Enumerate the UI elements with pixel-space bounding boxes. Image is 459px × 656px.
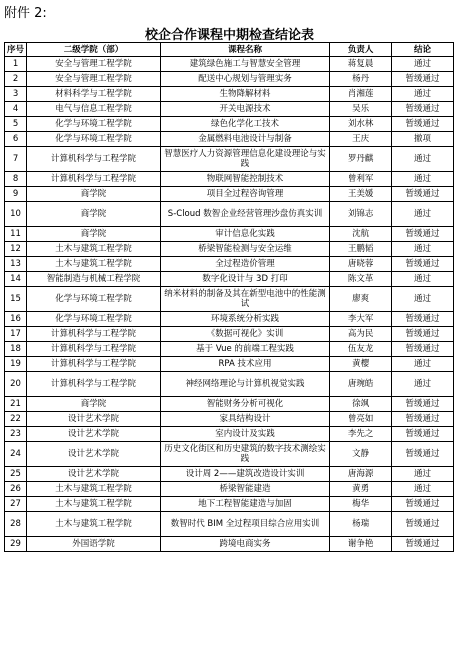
cell-course: 环境系统分析实践 <box>160 312 329 327</box>
cell-result: 暂缓通过 <box>392 102 454 117</box>
cell-college: 计算机科学与工程学院 <box>27 172 161 187</box>
table-row <box>5 57 454 72</box>
cell-result: 通过 <box>392 242 454 257</box>
cell-no: 26 <box>5 482 27 497</box>
cell-no: 24 <box>5 442 27 467</box>
cell-college: 电气与信息工程学院 <box>27 102 161 117</box>
table-row <box>5 372 454 397</box>
cell-college: 土木与建筑工程学院 <box>27 257 161 272</box>
cell-result: 撤项 <box>392 132 454 147</box>
cell-leader: 唐琬皓 <box>330 372 392 397</box>
cell-leader: 王庆 <box>330 132 392 147</box>
cell-college: 外国语学院 <box>27 537 161 552</box>
cell-college: 商学院 <box>27 227 161 242</box>
cell-no: 27 <box>5 497 27 512</box>
cell-no: 4 <box>5 102 27 117</box>
cell-college: 化学与环境工程学院 <box>27 132 161 147</box>
table-row <box>5 117 454 132</box>
cell-result: 通过 <box>392 172 454 187</box>
table-row <box>5 272 454 287</box>
cell-no: 5 <box>5 117 27 132</box>
cell-result: 暂缓通过 <box>392 72 454 87</box>
cell-result: 暂缓通过 <box>392 512 454 537</box>
cell-course: 神经网络理论与计算机视觉实践 <box>160 372 329 397</box>
cell-college: 土木与建筑工程学院 <box>27 482 161 497</box>
table-row <box>5 442 454 467</box>
cell-college: 设计艺术学院 <box>27 442 161 467</box>
column-header-result: 结论 <box>392 43 454 57</box>
cell-leader: 高为民 <box>330 327 392 342</box>
cell-leader: 徐飒 <box>330 397 392 412</box>
table-row <box>5 467 454 482</box>
column-header-course: 课程名称 <box>160 43 329 57</box>
cell-no: 9 <box>5 187 27 202</box>
cell-leader: 肖湘莲 <box>330 87 392 102</box>
cell-leader: 唐海源 <box>330 467 392 482</box>
table-row <box>5 147 454 172</box>
cell-leader: 吴乐 <box>330 102 392 117</box>
cell-no: 29 <box>5 537 27 552</box>
cell-course: 家具结构设计 <box>160 412 329 427</box>
cell-no: 18 <box>5 342 27 357</box>
cell-no: 13 <box>5 257 27 272</box>
cell-result: 通过 <box>392 357 454 372</box>
cell-course: 项目全过程咨询管理 <box>160 187 329 202</box>
cell-result: 通过 <box>392 287 454 312</box>
cell-college: 商学院 <box>27 202 161 227</box>
cell-result: 暂缓通过 <box>392 442 454 467</box>
cell-course: 智能财务分析可视化 <box>160 397 329 412</box>
table-row <box>5 72 454 87</box>
cell-college: 设计艺术学院 <box>27 467 161 482</box>
cell-course: 历史文化街区和历史建筑的数字技术测绘实践 <box>160 442 329 467</box>
cell-result: 通过 <box>392 467 454 482</box>
cell-result: 通过 <box>392 272 454 287</box>
cell-leader: 李大军 <box>330 312 392 327</box>
cell-course: 数字化设计与 3D 打印 <box>160 272 329 287</box>
table-row <box>5 227 454 242</box>
cell-result: 暂缓通过 <box>392 227 454 242</box>
cell-college: 安全与管理工程学院 <box>27 57 161 72</box>
cell-no: 21 <box>5 397 27 412</box>
cell-college: 土木与建筑工程学院 <box>27 242 161 257</box>
cell-leader: 蒋复晨 <box>330 57 392 72</box>
cell-college: 安全与管理工程学院 <box>27 72 161 87</box>
cell-college: 计算机科学与工程学院 <box>27 357 161 372</box>
table-row <box>5 412 454 427</box>
cell-no: 14 <box>5 272 27 287</box>
cell-course: 数智时代 BIM 全过程项目综合应用实训 <box>160 512 329 537</box>
cell-course: 金属燃料电池设计与制备 <box>160 132 329 147</box>
cell-course: 桥梁智能检测与安全运维 <box>160 242 329 257</box>
page-title: 校企合作课程中期检查结论表 <box>144 28 314 43</box>
cell-result: 通过 <box>392 87 454 102</box>
cell-no: 7 <box>5 147 27 172</box>
cell-course: 桥梁智能建造 <box>160 482 329 497</box>
cell-college: 化学与环境工程学院 <box>27 312 161 327</box>
cell-leader: 杨瑞 <box>330 512 392 537</box>
table-row <box>5 342 454 357</box>
table-row <box>5 172 454 187</box>
cell-no: 15 <box>5 287 27 312</box>
attachment-label: 附件 2: <box>4 6 47 21</box>
column-header-leader: 负责人 <box>330 43 392 57</box>
cell-college: 设计艺术学院 <box>27 427 161 442</box>
cell-leader: 王鹏韬 <box>330 242 392 257</box>
cell-result: 暂缓通过 <box>392 257 454 272</box>
cell-leader: 曾亮如 <box>330 412 392 427</box>
cell-course: 室内设计及实践 <box>160 427 329 442</box>
cell-no: 20 <box>5 372 27 397</box>
cell-course: 地下工程智能建造与加固 <box>160 497 329 512</box>
cell-leader: 伍友龙 <box>330 342 392 357</box>
cell-no: 1 <box>5 57 27 72</box>
cell-no: 12 <box>5 242 27 257</box>
cell-course: 跨境电商实务 <box>160 537 329 552</box>
cell-no: 3 <box>5 87 27 102</box>
cell-college: 土木与建筑工程学院 <box>27 512 161 537</box>
cell-leader: 刘锦志 <box>330 202 392 227</box>
cell-course: 配送中心规划与管理实务 <box>160 72 329 87</box>
table-row <box>5 202 454 227</box>
table-header-row <box>5 43 454 57</box>
cell-leader: 曾利军 <box>330 172 392 187</box>
cell-college: 计算机科学与工程学院 <box>27 147 161 172</box>
cell-leader: 廖爽 <box>330 287 392 312</box>
table-row <box>5 187 454 202</box>
cell-college: 商学院 <box>27 187 161 202</box>
cell-college: 智能制造与机械工程学院 <box>27 272 161 287</box>
cell-college: 计算机科学与工程学院 <box>27 372 161 397</box>
cell-result: 暂缓通过 <box>392 117 454 132</box>
table-row <box>5 397 454 412</box>
cell-result: 暂缓通过 <box>392 327 454 342</box>
cell-result: 暂缓通过 <box>392 427 454 442</box>
cell-course: 全过程造价管理 <box>160 257 329 272</box>
table-row <box>5 102 454 117</box>
cell-no: 6 <box>5 132 27 147</box>
table-row <box>5 312 454 327</box>
table-row <box>5 512 454 537</box>
cell-college: 化学与环境工程学院 <box>27 287 161 312</box>
cell-college: 计算机科学与工程学院 <box>27 327 161 342</box>
cell-college: 商学院 <box>27 397 161 412</box>
cell-result: 通过 <box>392 202 454 227</box>
cell-leader: 黄樱 <box>330 357 392 372</box>
cell-no: 22 <box>5 412 27 427</box>
cell-leader: 王美媛 <box>330 187 392 202</box>
table-row <box>5 427 454 442</box>
cell-no: 11 <box>5 227 27 242</box>
table-row <box>5 357 454 372</box>
cell-result: 暂缓通过 <box>392 537 454 552</box>
conclusion-table <box>4 42 454 552</box>
cell-college: 化学与环境工程学院 <box>27 117 161 132</box>
cell-result: 暂缓通过 <box>392 412 454 427</box>
cell-result: 通过 <box>392 372 454 397</box>
table-row <box>5 482 454 497</box>
cell-no: 8 <box>5 172 27 187</box>
column-header-no: 序号 <box>5 43 27 57</box>
cell-leader: 罗丹麒 <box>330 147 392 172</box>
cell-course: 物联网智能控制技术 <box>160 172 329 187</box>
table-row <box>5 242 454 257</box>
cell-result: 暂缓通过 <box>392 187 454 202</box>
cell-leader: 文静 <box>330 442 392 467</box>
cell-leader: 唐晓蓉 <box>330 257 392 272</box>
cell-no: 16 <box>5 312 27 327</box>
cell-course: 生物降解材料 <box>160 87 329 102</box>
cell-leader: 李先之 <box>330 427 392 442</box>
cell-course: 建筑绿色施工与智慧安全管理 <box>160 57 329 72</box>
cell-result: 暂缓通过 <box>392 497 454 512</box>
cell-leader: 梅华 <box>330 497 392 512</box>
cell-course: 《数据可视化》实训 <box>160 327 329 342</box>
cell-leader: 沈航 <box>330 227 392 242</box>
table-row <box>5 87 454 102</box>
cell-result: 暂缓通过 <box>392 397 454 412</box>
cell-no: 2 <box>5 72 27 87</box>
cell-leader: 刘水林 <box>330 117 392 132</box>
cell-leader: 陈文革 <box>330 272 392 287</box>
column-header-college: 二级学院（部） <box>27 43 161 57</box>
cell-no: 25 <box>5 467 27 482</box>
cell-course: S-Cloud 数智企业经营管理沙盘仿真实训 <box>160 202 329 227</box>
table-row <box>5 327 454 342</box>
cell-no: 23 <box>5 427 27 442</box>
cell-no: 17 <box>5 327 27 342</box>
cell-no: 10 <box>5 202 27 227</box>
cell-no: 19 <box>5 357 27 372</box>
cell-college: 计算机科学与工程学院 <box>27 342 161 357</box>
cell-leader: 杨丹 <box>330 72 392 87</box>
cell-leader: 谢争艳 <box>330 537 392 552</box>
cell-course: 基于 Vue 的前端工程实践 <box>160 342 329 357</box>
cell-college: 设计艺术学院 <box>27 412 161 427</box>
cell-course: 纳米材料的制备及其在新型电池中的性能测试 <box>160 287 329 312</box>
cell-result: 暂缓通过 <box>392 312 454 327</box>
cell-course: 开关电源技术 <box>160 102 329 117</box>
table-row <box>5 287 454 312</box>
cell-course: 审计信息化实践 <box>160 227 329 242</box>
cell-result: 通过 <box>392 57 454 72</box>
cell-course: RPA 技术应用 <box>160 357 329 372</box>
table-row <box>5 257 454 272</box>
cell-course: 智慧医疗人力资源管理信息化建设理论与实践 <box>160 147 329 172</box>
cell-no: 28 <box>5 512 27 537</box>
cell-college: 土木与建筑工程学院 <box>27 497 161 512</box>
cell-course: 设计周 2——建筑改造设计实训 <box>160 467 329 482</box>
cell-result: 通过 <box>392 147 454 172</box>
table-row <box>5 537 454 552</box>
table-row <box>5 132 454 147</box>
cell-result: 暂缓通过 <box>392 342 454 357</box>
cell-result: 通过 <box>392 482 454 497</box>
cell-college: 材料科学与工程学院 <box>27 87 161 102</box>
table-row <box>5 497 454 512</box>
cell-course: 绿色化学化工技术 <box>160 117 329 132</box>
cell-leader: 黄勇 <box>330 482 392 497</box>
